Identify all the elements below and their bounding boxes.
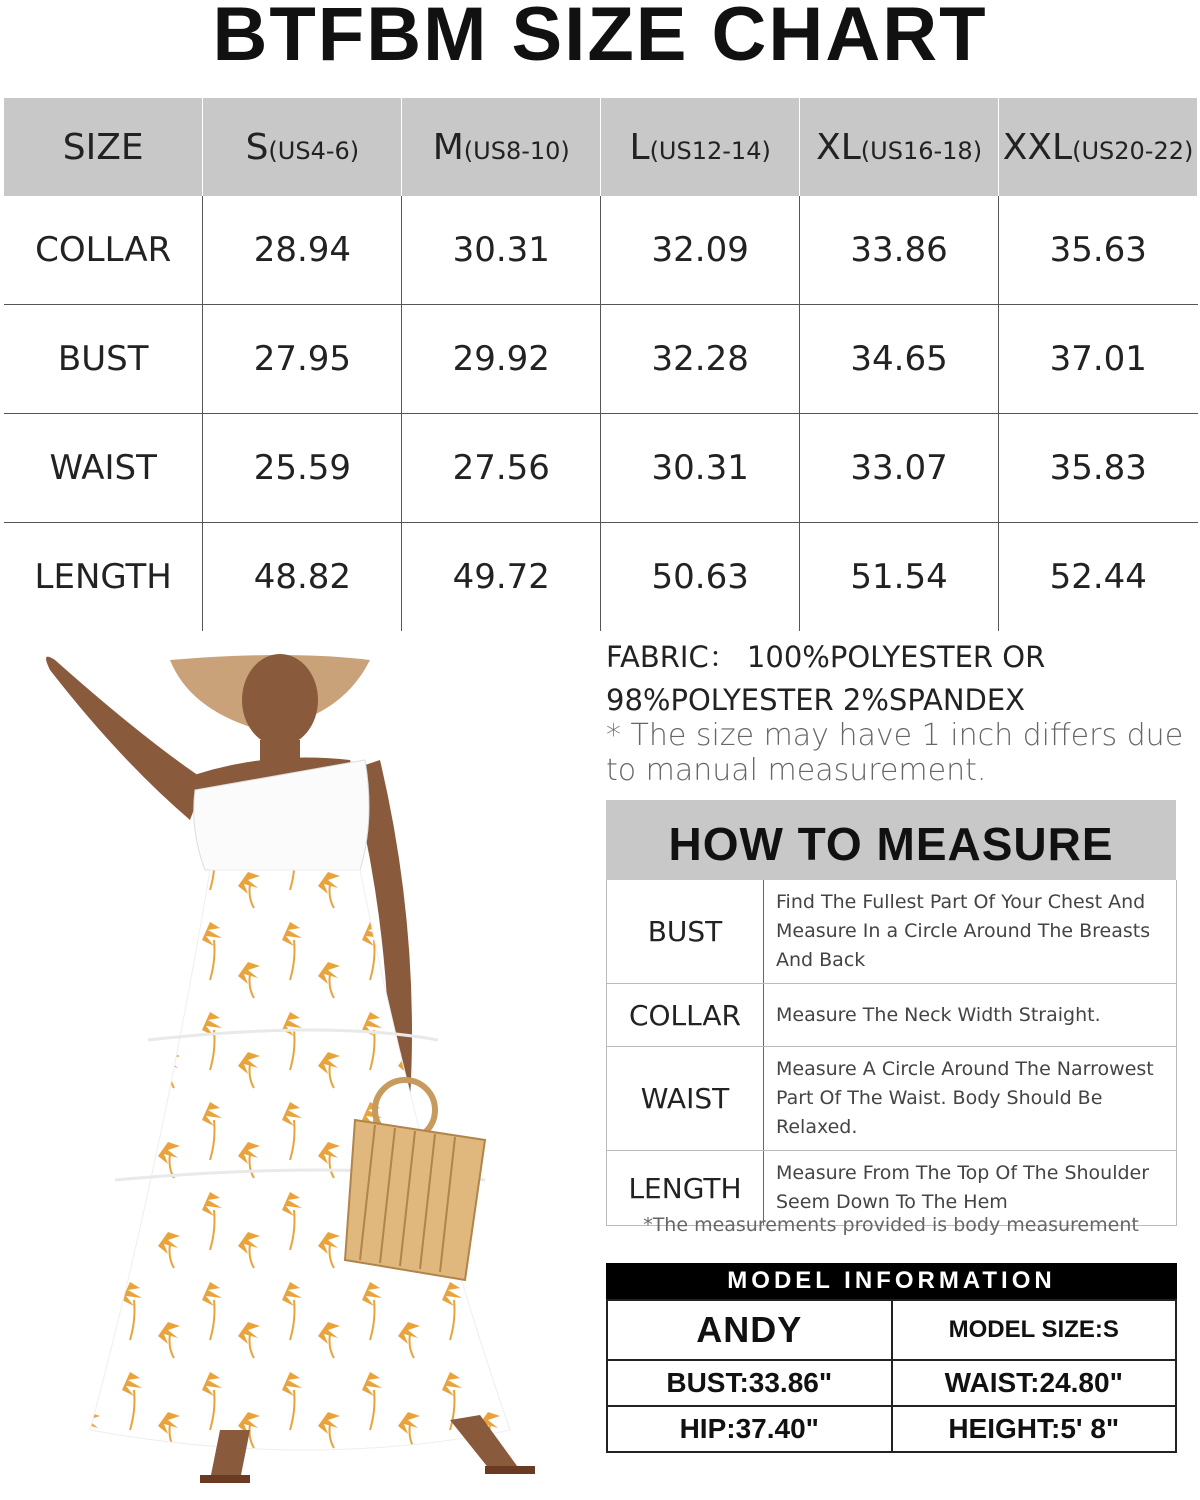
measure-row-collar: [607, 984, 1177, 1047]
table-cell: 30.31: [402, 196, 601, 305]
table-cell: 33.86: [800, 196, 999, 305]
measure-label: BUST: [607, 880, 764, 984]
table-cell: 25.59: [203, 414, 402, 523]
header-size: SIZE: [4, 98, 203, 196]
measure-description: Find The Fullest Part Of Your Chest And Measure In a Circle Around The Breasts And Back: [764, 880, 1177, 984]
body-measurement-note: *The measurements provided is body measurement: [643, 1214, 1139, 1236]
model-size: MODEL SIZE:S: [892, 1300, 1177, 1360]
model-height: HEIGHT:5' 8": [892, 1406, 1177, 1452]
table-cell: 27.56: [402, 414, 601, 523]
table-cell: 35.83: [999, 414, 1198, 523]
table-cell: 34.65: [800, 305, 999, 414]
size-header-row: [4, 98, 1198, 196]
header-xl: XL(US16-18): [800, 98, 999, 196]
table-cell: 29.92: [402, 305, 601, 414]
table-cell: 52.44: [999, 523, 1198, 632]
model-photo: [30, 640, 590, 1490]
model-hip: HIP:37.40": [607, 1406, 892, 1452]
header-xxl: XXL(US20-22): [999, 98, 1198, 196]
table-row-length: [4, 523, 1198, 632]
table-cell: 27.95: [203, 305, 402, 414]
measure-label: WAIST: [607, 1047, 764, 1151]
page-title: BTFBM SIZE CHART: [212, 0, 988, 77]
model-waist: WAIST:24.80": [892, 1360, 1177, 1406]
measure-label: LENGTH: [607, 1151, 764, 1226]
fabric-line-2: 98%POLYESTER 2%SPANDEX: [606, 683, 1026, 717]
model-info-table: [606, 1299, 1177, 1453]
table-cell: 28.94: [203, 196, 402, 305]
table-row-waist: [4, 414, 1198, 523]
measure-row-bust: [607, 880, 1177, 984]
row-label: LENGTH: [4, 523, 203, 632]
measure-description: Measure From The Top Of The Shoulder Seem Down To The Hem: [764, 1151, 1177, 1226]
table-cell: 37.01: [999, 305, 1198, 414]
header-s: S(US4-6): [203, 98, 402, 196]
table-row-bust: [4, 305, 1198, 414]
table-cell: 32.28: [601, 305, 800, 414]
model-row-bust-waist: [607, 1360, 1176, 1406]
measure-description: Measure The Neck Width Straight.: [764, 984, 1177, 1047]
table-row-collar: [4, 196, 1198, 305]
measure-description: Measure A Circle Around The Narrowest Part Of The Waist. Body Should Be Relaxed.: [764, 1047, 1177, 1151]
model-bust: BUST:33.86": [607, 1360, 892, 1406]
table-cell: 50.63: [601, 523, 800, 632]
model-row-name: [607, 1300, 1176, 1360]
measure-label: COLLAR: [607, 984, 764, 1047]
model-info-title: MODEL INFORMATION: [606, 1263, 1177, 1299]
table-cell: 35.63: [1049, 230, 1147, 270]
header-l: L(US12-14): [601, 98, 800, 196]
fabric-line-1: FABRIC： 100%POLYESTER OR: [606, 640, 1046, 674]
model-row-hip-height: [607, 1406, 1176, 1452]
model-name: ANDY: [607, 1300, 892, 1360]
fabric-info: [606, 636, 1186, 722]
table-cell: 33.07: [800, 414, 999, 523]
table-cell: 51.54: [800, 523, 999, 632]
how-to-measure-table: [606, 880, 1177, 1226]
how-to-measure-title: HOW TO MEASURE: [606, 800, 1176, 880]
row-label: COLLAR: [4, 196, 203, 305]
measure-row-waist: [607, 1047, 1177, 1151]
table-cell: 30.31: [601, 414, 800, 523]
size-chart-table: [4, 98, 1198, 631]
table-cell: 49.72: [402, 523, 601, 632]
table-cell: 32.09: [601, 196, 800, 305]
header-m: M(US8-10): [402, 98, 601, 196]
row-label: BUST: [4, 305, 203, 414]
row-label: WAIST: [4, 414, 203, 523]
size-difference-note: * The size may have 1 inch differs due to manual measurement.: [606, 718, 1184, 788]
table-cell: 48.82: [203, 523, 402, 632]
